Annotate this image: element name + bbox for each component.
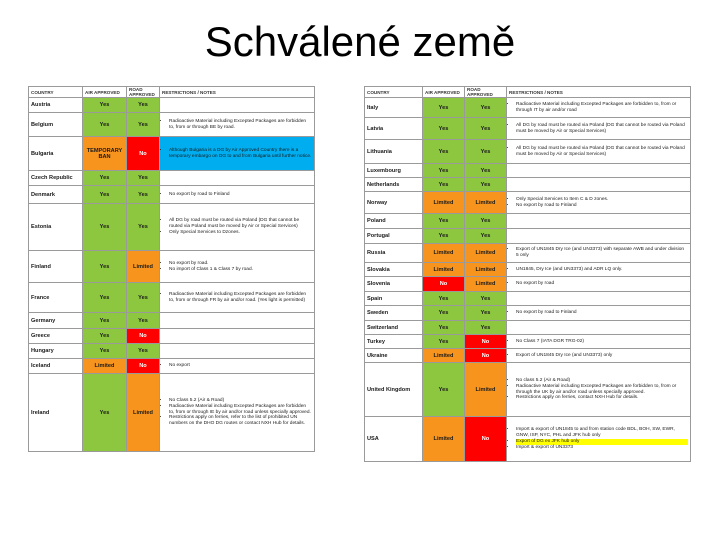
- notes-cell: [507, 214, 691, 229]
- table-row: [365, 178, 691, 192]
- road-status-cell: Yes: [127, 171, 160, 186]
- country-cell: Lithuania: [365, 140, 423, 164]
- country-cell: Ireland: [29, 374, 83, 452]
- notes-cell: [507, 244, 691, 263]
- table-row: [365, 292, 691, 306]
- header-notes: RESTRICTIONS / NOTES: [507, 87, 691, 98]
- note-item: • No class 5.2 (Air & Road): [516, 378, 688, 384]
- note-item: • Only Special Services to Dzones.: [169, 230, 312, 236]
- country-cell: Iceland: [29, 359, 83, 374]
- air-status-cell: Yes: [83, 186, 127, 204]
- notes-cell: [160, 374, 315, 452]
- table-row: [29, 171, 315, 186]
- road-status-cell: No: [465, 417, 507, 462]
- notes-list: [509, 310, 688, 316]
- note-item: • No Class 5.2 (Air & Road): [169, 398, 312, 404]
- air-status-cell: Yes: [423, 164, 465, 178]
- header-country: COUNTRY: [365, 87, 423, 98]
- air-status-cell: Yes: [83, 98, 127, 113]
- notes-cell: [160, 313, 315, 329]
- page-title: Schválené země: [204, 18, 516, 65]
- table-row: [365, 118, 691, 140]
- road-status-cell: Yes: [127, 313, 160, 329]
- road-status-cell: Limited: [127, 374, 160, 452]
- notes-list: [509, 247, 688, 259]
- air-status-cell: Yes: [423, 306, 465, 321]
- air-status-cell: Limited: [423, 192, 465, 214]
- notes-list: [509, 123, 688, 135]
- table-row: [29, 329, 315, 344]
- notes-cell: [160, 186, 315, 204]
- country-cell: Czech Republic: [29, 171, 83, 186]
- road-status-cell: Yes: [465, 98, 507, 118]
- note-item: • No Class 7 (IATA DGR TRG-02): [516, 339, 688, 345]
- road-status-cell: Yes: [465, 321, 507, 335]
- air-status-cell: Yes: [83, 283, 127, 313]
- road-status-cell: Yes: [465, 164, 507, 178]
- road-status-cell: Yes: [465, 118, 507, 140]
- road-status-cell: No: [127, 329, 160, 344]
- note-item: • Restrictions apply on ferries, contact NXH Hub for details.: [516, 395, 688, 401]
- notes-cell: [507, 192, 691, 214]
- table-row: [365, 192, 691, 214]
- note-item: • No export: [169, 363, 312, 369]
- country-cell: Poland: [365, 214, 423, 229]
- air-status-cell: Yes: [423, 363, 465, 417]
- road-status-cell: Yes: [127, 186, 160, 204]
- notes-cell: [160, 113, 315, 137]
- country-cell: Austria: [29, 98, 83, 113]
- notes-cell: [160, 251, 315, 283]
- notes-cell: [160, 171, 315, 186]
- note-item: • No export by road.: [169, 261, 312, 267]
- country-cell: Latvia: [365, 118, 423, 140]
- notes-cell: [507, 335, 691, 349]
- country-cell: Hungary: [29, 344, 83, 359]
- air-status-cell: Limited: [423, 417, 465, 462]
- table-row: [29, 344, 315, 359]
- note-item: • Export of UN1845 Dry Ice (and UN3373) with separate AWB and under division 5 only: [516, 247, 688, 259]
- notes-cell: [507, 140, 691, 164]
- note-item: • All DG by road must be routed via Poland (DG that cannot be routed via Poland must be moved by Air or Special Services): [516, 146, 688, 158]
- country-cell: Italy: [365, 98, 423, 118]
- note-item: • Radioactive Material including Excepted Packages are forbidden to, from or through IE by air and/or road unless specially approved.: [169, 404, 312, 416]
- country-cell: Bulgaria: [29, 137, 83, 171]
- notes-list: [509, 281, 688, 287]
- table-row: [29, 359, 315, 374]
- country-cell: Turkey: [365, 335, 423, 349]
- note-item: • No export by road: [516, 281, 688, 287]
- country-cell: United Kingdom: [365, 363, 423, 417]
- table-row: [29, 98, 315, 113]
- table-row: [365, 363, 691, 417]
- table-header-row: [365, 87, 691, 98]
- notes-cell: [160, 98, 315, 113]
- country-cell: Sweden: [365, 306, 423, 321]
- notes-list: [162, 119, 312, 131]
- notes-list: [509, 197, 688, 209]
- notes-cell: [507, 229, 691, 244]
- road-status-cell: Limited: [465, 363, 507, 417]
- notes-list: [509, 427, 688, 451]
- note-item: • Radioactive Material including Excepted Packages are forbidden to, from or through IT by air and/or road: [516, 102, 688, 114]
- air-status-cell: Limited: [423, 244, 465, 263]
- country-cell: Russia: [365, 244, 423, 263]
- notes-cell: [507, 417, 691, 462]
- note-item: • Although Bulgaria is a DG by Air Approved Country there is a temporary embargo on DG to and from Bulgaria until further notice.: [169, 148, 312, 160]
- note-item: • Radioactive Material including Excepted Packages are forbidden to, from or through BE by road.: [169, 119, 312, 131]
- air-status-cell: Yes: [83, 344, 127, 359]
- air-status-cell: Yes: [423, 335, 465, 349]
- note-item: • All DG by road must be routed via Poland (DG that cannot be routed via Poland must be moved by Air or Special Services): [516, 123, 688, 135]
- air-status-cell: Yes: [83, 204, 127, 251]
- air-status-cell: Yes: [83, 251, 127, 283]
- country-cell: Belgium: [29, 113, 83, 137]
- note-item: • No export by road to Finland: [516, 310, 688, 316]
- notes-cell: [160, 137, 315, 171]
- table-row: [365, 98, 691, 118]
- table-row: [365, 321, 691, 335]
- air-status-cell: Yes: [423, 178, 465, 192]
- country-cell: Finland: [29, 251, 83, 283]
- notes-list: [162, 292, 312, 304]
- notes-list: [509, 339, 688, 345]
- note-item: • Radioactive Material including Excepted Packages are forbidden to, from or through FR by air and/or road. (Yes light is permitted): [169, 292, 312, 304]
- notes-list: [509, 353, 688, 359]
- road-status-cell: Yes: [127, 283, 160, 313]
- header-air: AIR APPROVED: [83, 87, 127, 98]
- table-row: [29, 251, 315, 283]
- note-item: • Export of DG ex JFK hub only: [516, 439, 688, 445]
- road-status-cell: Limited: [127, 251, 160, 283]
- notes-list: [162, 192, 312, 198]
- road-status-cell: Yes: [127, 98, 160, 113]
- road-status-cell: Limited: [465, 277, 507, 292]
- table-row: [29, 186, 315, 204]
- air-status-cell: Yes: [423, 98, 465, 118]
- road-status-cell: Yes: [465, 140, 507, 164]
- right-country-table: [364, 86, 691, 462]
- header-air: AIR APPROVED: [423, 87, 465, 98]
- road-status-cell: Limited: [465, 192, 507, 214]
- country-cell: Netherlands: [365, 178, 423, 192]
- table-row: [29, 137, 315, 171]
- notes-cell: [507, 292, 691, 306]
- notes-cell: [160, 283, 315, 313]
- country-cell: Germany: [29, 313, 83, 329]
- country-cell: USA: [365, 417, 423, 462]
- table-row: [29, 374, 315, 452]
- road-status-cell: No: [465, 349, 507, 363]
- notes-list: [509, 267, 688, 273]
- air-status-cell: Limited: [423, 263, 465, 277]
- header-country: COUNTRY: [29, 87, 83, 98]
- country-cell: Greece: [29, 329, 83, 344]
- air-status-cell: Yes: [423, 321, 465, 335]
- notes-list: [509, 378, 688, 402]
- note-item: • Restrictions apply on ferries, refer to the list of prohibited UN numbers on the DHO DG routes or contact NXH Hub for details.: [169, 415, 312, 427]
- table-row: [365, 349, 691, 363]
- notes-cell: [507, 98, 691, 118]
- table-row: [29, 283, 315, 313]
- notes-list: [162, 363, 312, 369]
- country-cell: Slovakia: [365, 263, 423, 277]
- table-row: [365, 277, 691, 292]
- country-cell: Slovenia: [365, 277, 423, 292]
- notes-cell: [507, 277, 691, 292]
- air-status-cell: Yes: [423, 214, 465, 229]
- note-item: • Import & export of UN3373: [516, 445, 688, 451]
- road-status-cell: Yes: [465, 306, 507, 321]
- table-row: [365, 306, 691, 321]
- country-cell: Spain: [365, 292, 423, 306]
- notes-cell: [160, 359, 315, 374]
- notes-cell: [160, 344, 315, 359]
- road-status-cell: Yes: [465, 214, 507, 229]
- air-status-cell: Yes: [83, 171, 127, 186]
- notes-list: [162, 148, 312, 160]
- road-status-cell: Yes: [465, 292, 507, 306]
- left-country-table: [28, 86, 315, 452]
- note-item: • UN1845, Dry Ice (and UN3373) and ADR LQ only.: [516, 267, 688, 273]
- air-status-cell: Limited: [423, 349, 465, 363]
- table-header-row: [29, 87, 315, 98]
- notes-cell: [507, 306, 691, 321]
- air-status-cell: Yes: [83, 374, 127, 452]
- notes-list: [162, 261, 312, 273]
- table-row: [365, 229, 691, 244]
- notes-cell: [160, 204, 315, 251]
- air-status-cell: Yes: [423, 229, 465, 244]
- table-row: [365, 140, 691, 164]
- notes-cell: [160, 329, 315, 344]
- note-item: • No export by road to Finland: [169, 192, 312, 198]
- country-cell: Ukraine: [365, 349, 423, 363]
- header-notes: RESTRICTIONS / NOTES: [160, 87, 315, 98]
- air-status-cell: Yes: [423, 292, 465, 306]
- air-status-cell: Yes: [423, 118, 465, 140]
- notes-cell: [507, 321, 691, 335]
- table-row: [365, 335, 691, 349]
- note-item: • Export of UN1845 Dry Ice (and UN3373) only: [516, 353, 688, 359]
- table-row: [29, 113, 315, 137]
- air-status-cell: No: [423, 277, 465, 292]
- country-cell: Norway: [365, 192, 423, 214]
- road-status-cell: No: [127, 359, 160, 374]
- table-row: [29, 313, 315, 329]
- notes-cell: [507, 363, 691, 417]
- header-road: ROAD APPROVED: [465, 87, 507, 98]
- table-row: [365, 214, 691, 229]
- notes-cell: [507, 349, 691, 363]
- country-cell: Luxembourg: [365, 164, 423, 178]
- road-status-cell: No: [127, 137, 160, 171]
- country-cell: Switzerland: [365, 321, 423, 335]
- road-status-cell: No: [465, 335, 507, 349]
- notes-list: [162, 398, 312, 428]
- notes-cell: [507, 164, 691, 178]
- country-cell: France: [29, 283, 83, 313]
- notes-cell: [507, 178, 691, 192]
- air-status-cell: Yes: [83, 313, 127, 329]
- air-status-cell: Yes: [83, 329, 127, 344]
- air-status-cell: Yes: [83, 113, 127, 137]
- note-item: • All DG by road must be routed via Poland (DG that cannot be routed via Poland must be moved by Air or Special Services): [169, 218, 312, 230]
- notes-cell: [507, 263, 691, 277]
- note-item: • No export by road to Finland: [516, 203, 688, 209]
- table-row: [365, 417, 691, 462]
- note-item: • No import of Class 1 & Class 7 by road.: [169, 267, 312, 273]
- road-status-cell: Limited: [465, 244, 507, 263]
- notes-list: [509, 102, 688, 114]
- note-item: • Import & export of UN1845 to and from station code BDL, BOH, SW, EWR, GNW, ISP, NYC, PHL and JFK hub only: [516, 427, 688, 439]
- air-status-cell: TEMPORARY BAN: [83, 137, 127, 171]
- note-item: • Radioactive Material including Excepted Packages are forbidden to, from or through the UK by air and/or road unless specially approved.: [516, 384, 688, 396]
- table-row: [365, 263, 691, 277]
- notes-list: [509, 146, 688, 158]
- road-status-cell: Limited: [465, 263, 507, 277]
- table-row: [365, 164, 691, 178]
- air-status-cell: Yes: [423, 140, 465, 164]
- header-road: ROAD APPROVED: [127, 87, 160, 98]
- road-status-cell: Yes: [465, 229, 507, 244]
- road-status-cell: Yes: [127, 344, 160, 359]
- table-row: [365, 244, 691, 263]
- notes-list: [162, 218, 312, 236]
- air-status-cell: Limited: [83, 359, 127, 374]
- note-item: • Only Special Services to Item C & D zones.: [516, 197, 688, 203]
- road-status-cell: Yes: [127, 204, 160, 251]
- notes-cell: [507, 118, 691, 140]
- road-status-cell: Yes: [127, 113, 160, 137]
- table-row: [29, 204, 315, 251]
- country-cell: Estonia: [29, 204, 83, 251]
- country-cell: Portugal: [365, 229, 423, 244]
- country-cell: Denmark: [29, 186, 83, 204]
- road-status-cell: Yes: [465, 178, 507, 192]
